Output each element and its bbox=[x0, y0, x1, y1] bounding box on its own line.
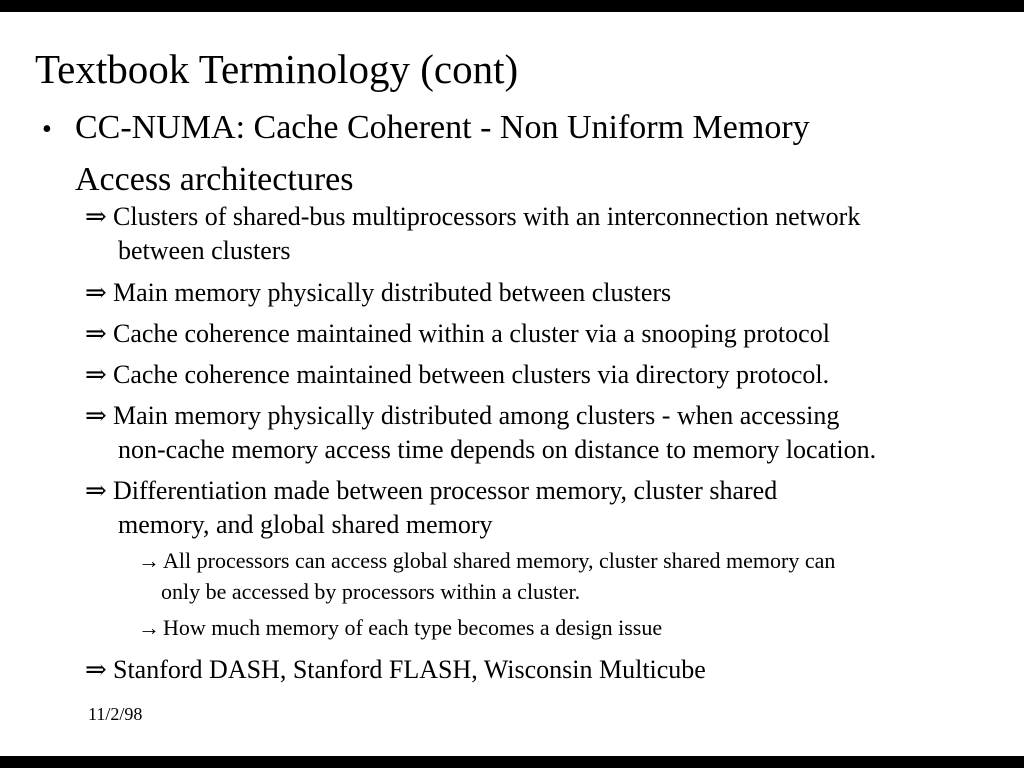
bottom-black-bar bbox=[0, 756, 1024, 768]
sub-bullet-differentiation bbox=[85, 474, 777, 542]
sub-bullet-text-line: Main memory physically distributed among clusters - when accessing bbox=[113, 401, 840, 430]
bullet-dot-icon: • bbox=[42, 114, 52, 145]
bullet-text-line: Access architectures bbox=[75, 161, 354, 198]
sub-bullet-snooping bbox=[85, 317, 830, 351]
sub-bullet-text-line: Cache coherence maintained within a cluster via a snooping protocol bbox=[113, 319, 830, 348]
sub-bullet-main-memory bbox=[85, 276, 671, 310]
sub-bullet-text-line: between clusters bbox=[118, 236, 291, 265]
sub-bullet-text-line: memory, and global shared memory bbox=[118, 510, 493, 539]
sub-bullet-text-line: Main memory physically distributed between clusters bbox=[113, 278, 672, 307]
sub-bullet-text-line: Stanford DASH, Stanford FLASH, Wisconsin Multicube bbox=[113, 655, 706, 684]
double-arrow-icon: ⇒ bbox=[85, 360, 107, 389]
sub-sub-bullet-all-processors bbox=[138, 545, 835, 607]
sub-bullet-line bbox=[85, 399, 876, 433]
sub-sub-bullet-text-line: All processors can access global shared memory, cluster shared memory can bbox=[163, 548, 836, 573]
bullet-line bbox=[42, 103, 810, 155]
bullet-text-line: CC-NUMA: Cache Coherent - Non Uniform Memory bbox=[75, 109, 810, 146]
sub-sub-bullet-line bbox=[138, 612, 662, 643]
sub-bullet-line bbox=[85, 276, 671, 310]
sub-bullet-directory bbox=[85, 358, 829, 392]
sub-sub-bullet-design-issue bbox=[138, 612, 662, 643]
sub-bullet-line bbox=[85, 474, 777, 508]
double-arrow-icon: ⇒ bbox=[85, 401, 107, 430]
double-arrow-icon: ⇒ bbox=[85, 655, 107, 684]
sub-sub-bullet-text-line: only be accessed by processors within a cluster. bbox=[161, 579, 581, 604]
page-title: Textbook Terminology (cont) bbox=[35, 46, 519, 92]
top-black-bar bbox=[0, 0, 1024, 12]
bullet-item-ccnuma bbox=[42, 103, 810, 205]
sub-bullet-text-line: non-cache memory access time depends on distance to memory location. bbox=[118, 435, 877, 464]
sub-bullet-stanford bbox=[85, 653, 706, 687]
date-stamp: 11/2/98 bbox=[88, 704, 143, 724]
right-arrow-icon: → bbox=[138, 548, 160, 573]
double-arrow-icon: ⇒ bbox=[85, 319, 107, 348]
sub-bullet-line bbox=[85, 200, 860, 234]
double-arrow-icon: ⇒ bbox=[85, 202, 107, 231]
sub-bullet-text-line: Clusters of shared-bus multiprocessors with an interconnection network bbox=[113, 202, 861, 231]
sub-bullet-text-line: Differentiation made between processor memory, cluster shared bbox=[113, 476, 778, 505]
double-arrow-icon: ⇒ bbox=[85, 278, 107, 307]
sub-bullet-distributed-among bbox=[85, 399, 876, 467]
sub-bullet-line bbox=[85, 653, 706, 687]
sub-sub-bullet-text-line: How much memory of each type becomes a design issue bbox=[163, 615, 663, 640]
right-arrow-icon: → bbox=[138, 615, 160, 640]
sub-bullet-text-line: Cache coherence maintained between clusters via directory protocol. bbox=[113, 360, 830, 389]
sub-bullet-line bbox=[85, 358, 829, 392]
sub-sub-bullet-line bbox=[138, 545, 835, 576]
double-arrow-icon: ⇒ bbox=[85, 476, 107, 505]
sub-bullet-line bbox=[85, 317, 830, 351]
sub-bullet-clusters bbox=[85, 200, 860, 268]
